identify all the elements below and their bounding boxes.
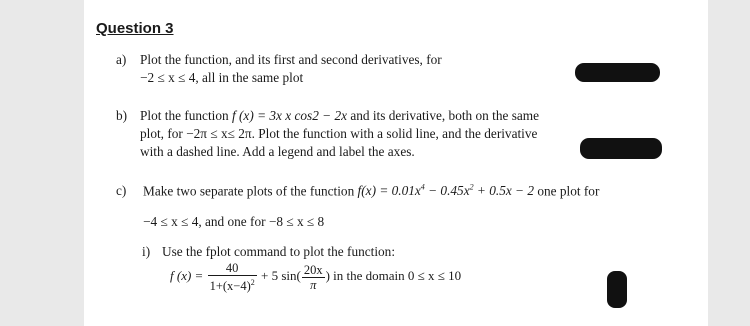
- part-c-line1-pre: Make two separate plots of the function: [143, 183, 358, 199]
- formula-fx: f (x) =: [170, 268, 204, 284]
- part-c-label: c): [116, 183, 127, 198]
- fraction-2-denominator: π: [302, 277, 325, 292]
- part-i-formula: [170, 261, 461, 293]
- part-b-line1-post: and its derivative, both on the same: [347, 108, 540, 123]
- question-title: Question 3: [96, 20, 174, 37]
- part-a-line2: −2 ≤ x ≤ 4, all in the same plot: [140, 70, 304, 85]
- left-frame: [0, 0, 84, 326]
- redaction-mark: [580, 138, 662, 159]
- part-b-line2: plot, for −2π ≤ x≤ 2π. Plot the function with a solid line, and the derivative: [140, 126, 538, 141]
- redaction-mark: [607, 271, 627, 308]
- part-c-line1: [143, 183, 599, 199]
- part-c-line1-post: one plot for: [534, 183, 600, 199]
- fraction-2: [302, 263, 325, 292]
- formula-domain: ) in the domain 0 ≤ x ≤ 10: [325, 268, 462, 284]
- part-b-label: b): [116, 108, 128, 123]
- part-i-label: i): [142, 244, 151, 259]
- part-c-function: $f(x) = 0.01x^4 - 0.45x^2 + 0.5x - 2$: [357, 183, 535, 199]
- fraction-1-denominator: $1+(x-4)^2$: [208, 275, 257, 293]
- formula-sine-term: + 5 sin(: [261, 268, 301, 284]
- redaction-mark: [575, 63, 660, 82]
- fraction-2-numerator: 20x: [303, 262, 323, 277]
- fraction-1-numerator: 40: [225, 261, 239, 275]
- part-i-line1: Use the fplot command to plot the function:: [162, 244, 396, 259]
- part-b-function: f (x) = 3x x cos2 − 2x: [231, 108, 348, 123]
- fraction-1: [208, 261, 257, 293]
- part-b-line3: with a dashed line. Add a legend and label the axes.: [140, 144, 415, 159]
- part-b-line1-pre: Plot the function: [140, 108, 232, 123]
- right-frame: [708, 0, 750, 326]
- part-a-line1: Plot the function, and its first and second derivatives, for: [140, 52, 442, 67]
- part-b-line1: [140, 108, 539, 124]
- part-a-label: a): [116, 52, 127, 67]
- part-c-line2: −4 ≤ x ≤ 4, and one for −8 ≤ x ≤ 8: [143, 214, 325, 229]
